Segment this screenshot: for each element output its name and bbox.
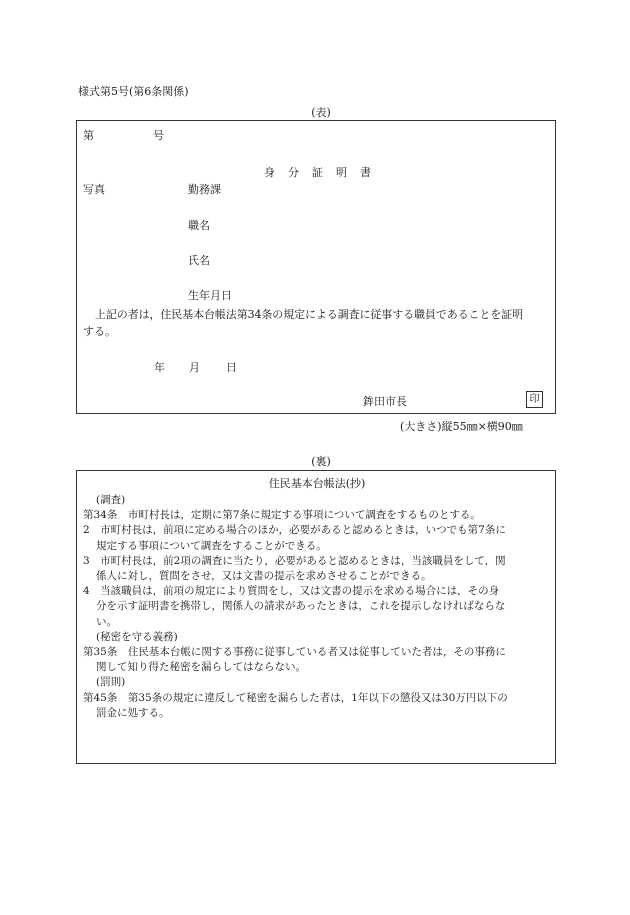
photo-label: 写真	[83, 183, 105, 196]
field-post-label: 職名	[188, 219, 210, 232]
law-excerpt	[83, 476, 551, 721]
front-side-label: (表)	[311, 106, 331, 119]
law-text-line: 第45条 第35条の規定に違反して秘密を漏らした者は，1年以下の懲役又は30万円以下の	[83, 691, 508, 704]
law-text-line: 関して知り得た秘密を漏らしてはならない。	[96, 661, 306, 674]
law-text-line: 3 市町村長は，前2項の調査に当たり，必要があると認めるときは，当該職員をして，関	[83, 554, 506, 567]
law-text-line: 規定する事項について調査をすることができる。	[96, 539, 327, 552]
date-month: 月	[189, 361, 200, 374]
id-card-front	[76, 120, 556, 414]
field-name-label: 氏名	[188, 254, 210, 267]
form-id: 様式第5号(第6条関係)	[78, 85, 189, 98]
law-text-line: 罰金に処する。	[96, 706, 170, 719]
law-text-line: 第34条 市町村長は，定期に第7条に規定する事項について調査をするものとする。	[83, 509, 481, 522]
certification-text-line2: する。	[83, 325, 116, 338]
field-birth-label: 生年月日	[188, 289, 232, 302]
law-text-line: 分を示す証明書を携帯し，関係人の請求があったときは，これを提示しなければならな	[96, 600, 506, 613]
law-excerpt-title: 住民基本台帳法(抄)	[268, 477, 366, 490]
id-card-back	[76, 470, 556, 764]
law-text-line: 第35条 住民基本台帳に関する事務に従事している者又は従事していた者は，その事務に	[83, 646, 506, 659]
law-text-line: 係人に対し，質問をさせ，又は文書の提示を求めさせることができる。	[96, 570, 432, 583]
issuer-name: 鉾田市長	[363, 395, 407, 408]
size-note: (大きさ)縦55㎜×横90㎜	[400, 420, 523, 433]
number-suffix: 号	[153, 129, 164, 142]
back-side-label: (裏)	[311, 455, 331, 468]
article-caption: (罰則)	[96, 676, 126, 689]
law-text-line: い。	[96, 615, 117, 628]
field-dept-label: 勤務課	[188, 183, 221, 196]
law-text-line: 4 当該職員は，前項の規定により質問をし，又は文書の提示を求める場合には，その身	[83, 585, 500, 598]
card-title: 身 分 証 明 書	[264, 166, 372, 179]
law-text-line: 2 市町村長は，前項に定める場合のほか，必要があると認めるときは，いつでも第7条に	[83, 524, 506, 537]
article-caption: (秘密を守る義務)	[96, 630, 178, 643]
article-caption: (調査)	[96, 494, 126, 506]
date-day: 日	[226, 361, 237, 374]
number-prefix: 第	[83, 129, 94, 142]
law-excerpt-lines	[83, 493, 551, 721]
date-year: 年	[154, 361, 165, 374]
certification-text-line1: 上記の者は，住民基本台帳法第34条の規定による調査に従事する職員であることを証明	[95, 308, 523, 321]
seal-mark: 印	[526, 391, 543, 408]
